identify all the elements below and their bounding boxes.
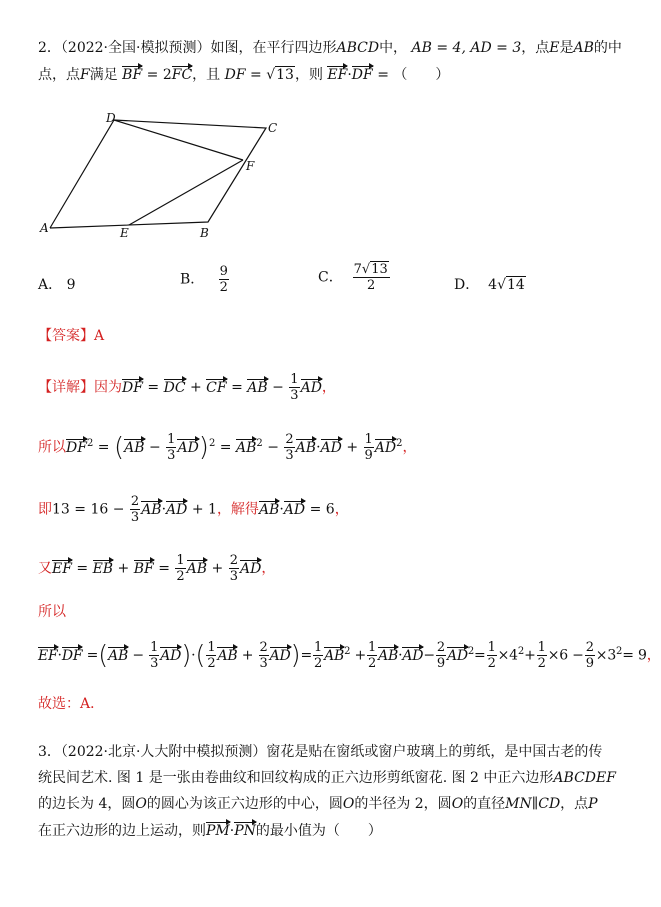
numerator: 1 [537,640,546,655]
parallel-symbol: ∥ [531,796,539,812]
vec-AD: AD [402,645,423,664]
eq-6: = 6 [309,501,335,518]
vec-EF: EF [327,64,347,83]
q2-text: ，则 [294,67,323,83]
detail-text: 又 [38,560,52,577]
answer-label: 【答案】 [38,328,94,344]
comma: ， [402,439,417,456]
option-b[interactable] [180,264,230,295]
detail-line4 [38,553,275,584]
paren-open: ( [98,640,109,671]
numerator: 1 [364,432,373,447]
q3-O: O [451,796,464,812]
vec-EF: EF [38,645,58,664]
detail-line3: 即13 = 16 − $\frac{2}{3}$ AB·AD + 1，解得AB·AD = 6， [38,494,349,525]
comma: ， [334,501,349,518]
vec-DF: DF [352,64,373,83]
denominator: 3 [229,569,238,584]
minus: − [423,647,435,664]
q3-text: 的直径 [463,796,506,812]
numerator: 1 [487,640,496,655]
option-c-fraction [353,262,390,293]
denominator: 9 [364,448,373,463]
exp: 2 [256,437,263,449]
exp: 2 [616,645,623,657]
exp: 2 [344,645,351,657]
numerator: 2 [285,432,294,447]
frac-1-2 [206,640,216,671]
q2-line2 [38,64,449,85]
conclusion-line [38,694,104,714]
exp: 2 [86,437,94,449]
vec-AB: AB [108,645,128,664]
eq-9: = 9 [622,647,647,664]
numerator: 1 [368,640,377,655]
numerator: 1 [150,640,159,655]
detail-line5 [38,602,66,622]
q2-line1 [38,38,622,58]
q3-O: O [342,796,355,812]
denominator: 3 [130,510,140,525]
frac-1-2 [487,640,497,671]
conclusion-text: 故选：A． [38,696,105,712]
denominator: 2 [368,656,377,671]
denominator: 2 [219,280,228,295]
detail-line2: 所以$DF^2 = (AB$ − $\frac{1}{3}$ $AD)^2 = AB^2$ − $\frac{2}{3}$ AB·AD + $\frac{1}{9}$ $AD^2$， [38,432,417,463]
vec-AB: AB [259,499,279,518]
denominator: 3 [290,388,299,403]
frac-1-9 [364,432,374,463]
vec-AD: AD [321,437,342,456]
detail-line1 [38,372,336,403]
label-A: A [40,221,49,235]
exp: 2 [208,437,216,449]
denominator: 2 [314,656,323,671]
q3-P: P [588,796,598,812]
vec-AD: AD [301,377,322,396]
option-d[interactable] [454,274,526,294]
q3-text: 在正六边形的边上运动，则 [38,823,206,839]
minus: − [148,439,161,456]
eq: = [158,560,170,577]
detail-text: 所以 [38,439,66,456]
q2-number: 2． [38,40,61,56]
vec-EF: EF [52,558,72,577]
eq: = [86,647,99,664]
paren-close: ) [181,640,192,671]
option-b-fraction [219,264,229,295]
q2-text: 是 [559,40,574,56]
vec-AD: AD [160,645,181,664]
q2-text: DF = [224,67,262,83]
answer-line [38,326,104,346]
detail-text: ，解得 [216,501,259,518]
q3-line4: 在正六边形的边上运动，则PM·PN的最小值为（ ） [38,820,382,841]
vec-PM: PM [206,820,230,839]
comma: ， [646,647,661,664]
q3-line3 [38,794,598,814]
vec-AB: AB [217,645,237,664]
frac-2-3 [229,553,239,584]
option-c[interactable] [318,262,391,293]
vec-DC: DC [164,377,186,396]
plus: + [189,379,202,396]
label-B: B [200,226,209,240]
q2-condition: AB = 4, AD = 3 [411,40,522,56]
numerator: 1 [207,640,216,655]
vec-DF: DF [62,645,83,664]
numerator: 2 [229,553,238,568]
times-4: ×4 [497,647,518,664]
plus: + [524,647,536,664]
q3-hexagon: ABCDEF [553,770,616,786]
q3-text: 的半径为 2，圆 [354,796,452,812]
radicand: 13 [276,67,294,83]
q3-O: O [135,796,147,812]
vec-DF: DF [122,377,143,396]
vec-AD: AD [166,499,187,518]
frac-1-2 [367,640,377,671]
frac-2-9 [436,640,446,671]
q2-text: 满足 [89,67,118,83]
q3-CD: CD [538,796,561,812]
q3-text: 统民间艺术. 图 1 是一张由卷曲纹和回纹构成的正六边形剪纸窗花. 图 2 中正六边形 [38,770,554,786]
plus: + [117,560,130,577]
parallelogram-figure [36,110,296,240]
numerator: 1 [176,553,185,568]
denominator: 3 [150,656,159,671]
radicand: 14 [506,277,525,293]
q3-text: ，点 [560,796,589,812]
paren-open: ( [113,432,125,463]
sqrt: √14 [497,277,525,293]
q3-text: 的最小值为（ ） [255,823,382,839]
option-a[interactable] [38,274,76,294]
denominator: 3 [167,448,176,463]
denominator: 3 [259,656,268,671]
dot-op: · [347,67,352,83]
option-d-label: D． [454,277,480,293]
q3-text: 的圆心为该正六边形的中心，圆 [146,796,343,812]
eq: = [97,439,110,456]
comma: ， [261,560,276,577]
denominator: 2 [487,656,496,671]
denominator: 2 [176,569,185,584]
q2-text: 的中 [593,40,622,56]
sqrt: √13 [361,262,388,277]
vec-AB: AB [324,645,344,664]
frac-1-2 [175,553,185,584]
frac-2-3 [259,640,269,671]
q2-text: 如图，在平行四边形 [210,40,337,56]
numerator: 2 [259,640,268,655]
vec-BF: BF [122,64,142,83]
denominator: 2 [537,656,546,671]
q2-segment-AB: AB [573,40,594,56]
plus: + [346,439,359,456]
detail-line6: EF·DF =(AB − $\frac{1}{3}$ AD)·( $\frac{1}{2}$ AB + $\frac{2}{3}$ AD)= $\frac{1}{2}$ $AB^2$ + $\frac{1}{2}$ AB·AD− $\frac{2}{9}$ $AD^2=$ $\frac{1}{2}$ $\times 4^2+$ $\frac{1}{2}$ ×6 − $\frac{2}{9}$ $\times 3^2= 9$， [38,640,661,671]
q3-text: 的边长为 4，圆 [38,796,136,812]
q2-text: ，点 [521,40,550,56]
q2-source: （2022·全国·模拟预测） [60,40,211,56]
detail-text: 即 [38,501,52,518]
label-C: C [268,121,278,135]
denominator: 9 [585,656,594,671]
vec-AD: AD [284,499,305,518]
vec-FC: FC [172,64,192,83]
denominator: 3 [285,448,294,463]
eq: = [76,560,89,577]
denominator: 2 [367,278,376,293]
vec-PN: PN [234,820,256,839]
eq: = [219,439,232,456]
plus: + [354,647,367,664]
vec-AB: AB [247,377,267,396]
denominator: 2 [207,656,216,671]
times-6: ×6 − [547,647,584,664]
parallelogram-outline [50,120,266,228]
q2-point-F: F [80,67,90,83]
times-3: ×3 [595,647,617,664]
vec-AB: AB [296,437,316,456]
paren-close: ) [290,640,301,671]
answer-value: A [94,328,105,344]
numerator: 2 [436,640,445,655]
q2-text: = 2 [146,67,172,83]
q3-text: 3．（2022·北京·人大附中模拟预测）窗花是贴在窗纸或窗户玻璃上的剪纸，是中国古老的传 [38,744,603,760]
vec-AB: AB [378,645,398,664]
frac-1-2 [313,640,323,671]
exp: 2 [517,645,525,657]
label-F: F [246,159,255,173]
option-c-label: C． [318,269,343,286]
eq: = [147,379,160,396]
vec-CF: CF [206,377,226,396]
numerator: 2 [585,640,594,655]
vec-AD: AD [270,645,291,664]
numerator: 2 [130,494,140,509]
minus: − [132,647,144,664]
option-a-value: 9 [66,277,76,293]
plus-1: + 1 [191,501,217,518]
exp: 2 [396,437,403,449]
option-b-label: B． [180,271,205,288]
eq: = [231,379,243,396]
frac-1-3 [289,372,299,403]
frac-2-9 [585,640,595,671]
vec-AB: AB [141,499,161,518]
frac-1-2 [537,640,547,671]
q2-text: ，且 [192,67,221,83]
denominator: 9 [436,656,445,671]
numerator: 1 [290,372,299,387]
vec-EB: EB [93,558,114,577]
minus: − [267,439,279,456]
vec-AB: AB [236,437,256,456]
q3-line2 [38,768,616,788]
vec-DF: DF [66,437,87,456]
numerator: 9 [219,264,228,279]
label-D: D [106,111,116,125]
minus: − [272,379,284,396]
vec-AD: AD [177,437,198,456]
q2-parallelogram: ABCD [336,40,380,56]
paren-close: ) [198,432,209,463]
paren-open: ( [195,640,206,671]
sqrt-13: √13 [266,67,294,83]
label-E: E [120,226,129,240]
eq: = [474,647,486,664]
exp: 2 [467,645,475,657]
vec-AD: AD [375,437,396,456]
comma: ， [321,379,336,396]
vec-AD: AD [447,645,468,664]
numerator: 1 [167,432,176,447]
eq: = [300,647,312,664]
q3-MN: MN [505,796,532,812]
coef: 7 [353,262,362,277]
plus: + [241,647,254,664]
detail-text: 所以 [38,604,66,620]
option-a-label: A． [38,277,63,293]
q2-text: 中， [379,40,408,56]
vec-BF: BF [134,558,154,577]
q3-line1 [38,742,602,762]
plus: + [211,560,224,577]
numerator [353,262,390,278]
vec-AD: AD [240,558,261,577]
q2-point-E: E [549,40,560,56]
numerator: 1 [314,640,323,655]
vec-AB: AB [124,437,144,456]
vec-AB: AB [187,558,207,577]
coef: 4 [488,277,498,293]
frac-2-3 [284,432,294,463]
frac-1-3 [149,640,159,671]
eq-13: 13 = 16 − [52,501,125,518]
detail-text: 因为 [94,379,122,396]
q2-text: 点，点 [38,67,80,83]
detail-label: 【详解】 [38,379,94,396]
radicand: 13 [371,262,388,277]
frac-1-3 [166,432,176,463]
frac-2-3 [130,494,140,525]
q2-blank: = （ ） [377,67,450,83]
